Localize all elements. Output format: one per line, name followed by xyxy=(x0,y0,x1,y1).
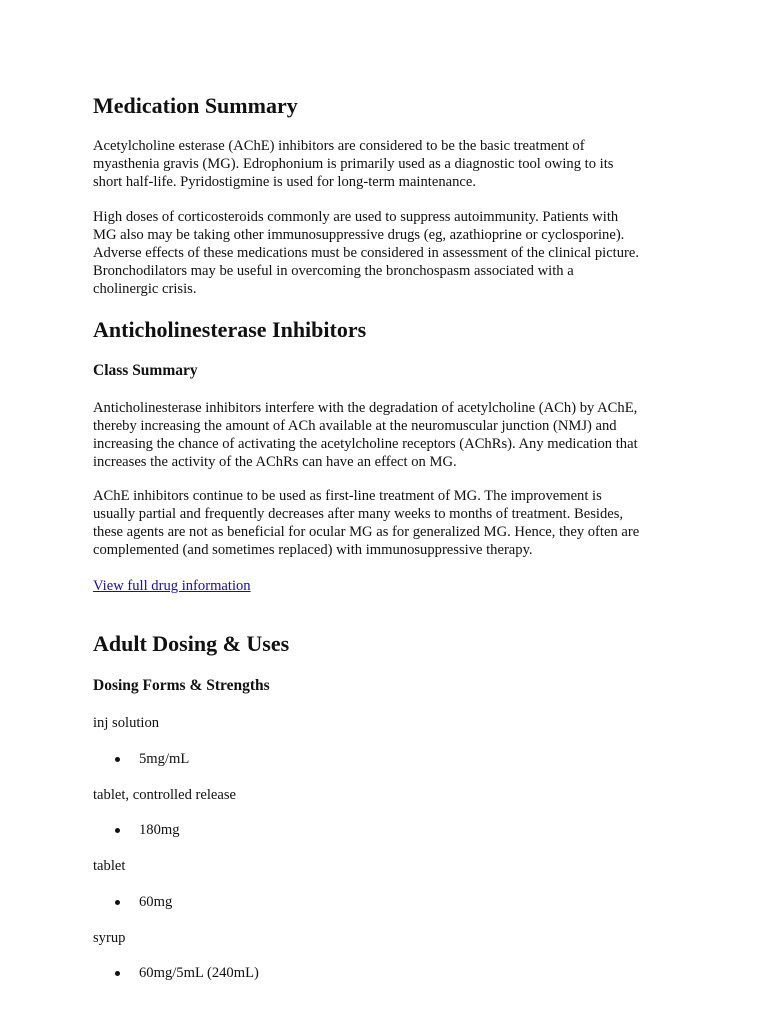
bullet-icon xyxy=(115,757,120,762)
medication-summary-heading: Medication Summary xyxy=(93,93,298,118)
text-line: cholinergic crisis. xyxy=(93,281,197,297)
text-line: thereby increasing the amount of ACh available at the neuromuscular junction (NMJ) and xyxy=(93,418,617,434)
text-line: Anticholinesterase inhibitors interfere with the degradation of acetylcholine (ACh) by AChE, xyxy=(93,400,638,416)
dosing-strength-text: 60mg/5mL (240mL) xyxy=(139,965,259,981)
text-line: complemented (and sometimes replaced) with immunosuppressive therapy. xyxy=(93,542,533,558)
bullet-icon xyxy=(115,971,120,976)
text-line: these agents are not as beneficial for ocular MG as for generalized MG. Hence, they often are xyxy=(93,524,640,540)
dosing-forms-heading: Dosing Forms & Strengths xyxy=(93,677,270,694)
bullet-icon xyxy=(115,900,120,905)
text-line: usually partial and frequently decreases after many weeks to months of treatment. Besides, xyxy=(93,506,624,522)
class-summary-paragraph-1 xyxy=(93,399,683,471)
dosing-form-label: inj solution xyxy=(93,715,160,731)
dosing-strength-text: 5mg/mL xyxy=(139,751,190,767)
view-drug-info-link[interactable]: View full drug information xyxy=(93,578,251,594)
adult-dosing-heading: Adult Dosing & Uses xyxy=(93,631,290,656)
text-line: Adverse effects of these medications must be considered in assessment of the clinical picture. xyxy=(93,245,640,261)
medication-summary-paragraph-2 xyxy=(93,208,683,298)
dosing-form-label: syrup xyxy=(93,930,126,946)
dosing-form-label: tablet, controlled release xyxy=(93,787,237,803)
class-summary-heading: Class Summary xyxy=(93,362,198,379)
dosing-strength-text: 60mg xyxy=(139,894,173,910)
dosing-form-label: tablet xyxy=(93,858,126,874)
text-line: increasing the chance of activating the acetylcholine receptors (AChRs). Any medication that xyxy=(93,436,638,452)
anticholinesterase-heading: Anticholinesterase Inhibitors xyxy=(93,317,367,342)
text-line: short half-life. Pyridostigmine is used for long-term maintenance. xyxy=(93,174,476,190)
medication-summary-paragraph-1 xyxy=(93,137,683,191)
text-line: Bronchodilators may be useful in overcoming the bronchospasm associated with a xyxy=(93,263,574,279)
text-line: MG also may be taking other immunosuppressive drugs (eg, azathioprine or cyclosporine). xyxy=(93,227,625,243)
class-summary-paragraph-2 xyxy=(93,487,683,559)
bullet-icon xyxy=(115,828,120,833)
text-line: Acetylcholine esterase (AChE) inhibitors are considered to be the basic treatment of xyxy=(93,138,585,154)
text-line: increases the activity of the AChRs can have an effect on MG. xyxy=(93,454,457,470)
dosing-strength-text: 180mg xyxy=(139,822,180,838)
text-line: AChE inhibitors continue to be used as first-line treatment of MG. The improvement is xyxy=(93,488,602,504)
text-line: myasthenia gravis (MG). Edrophonium is primarily used as a diagnostic tool owing to its xyxy=(93,156,614,172)
text-line: High doses of corticosteroids commonly are used to suppress autoimmunity. Patients with xyxy=(93,209,619,225)
